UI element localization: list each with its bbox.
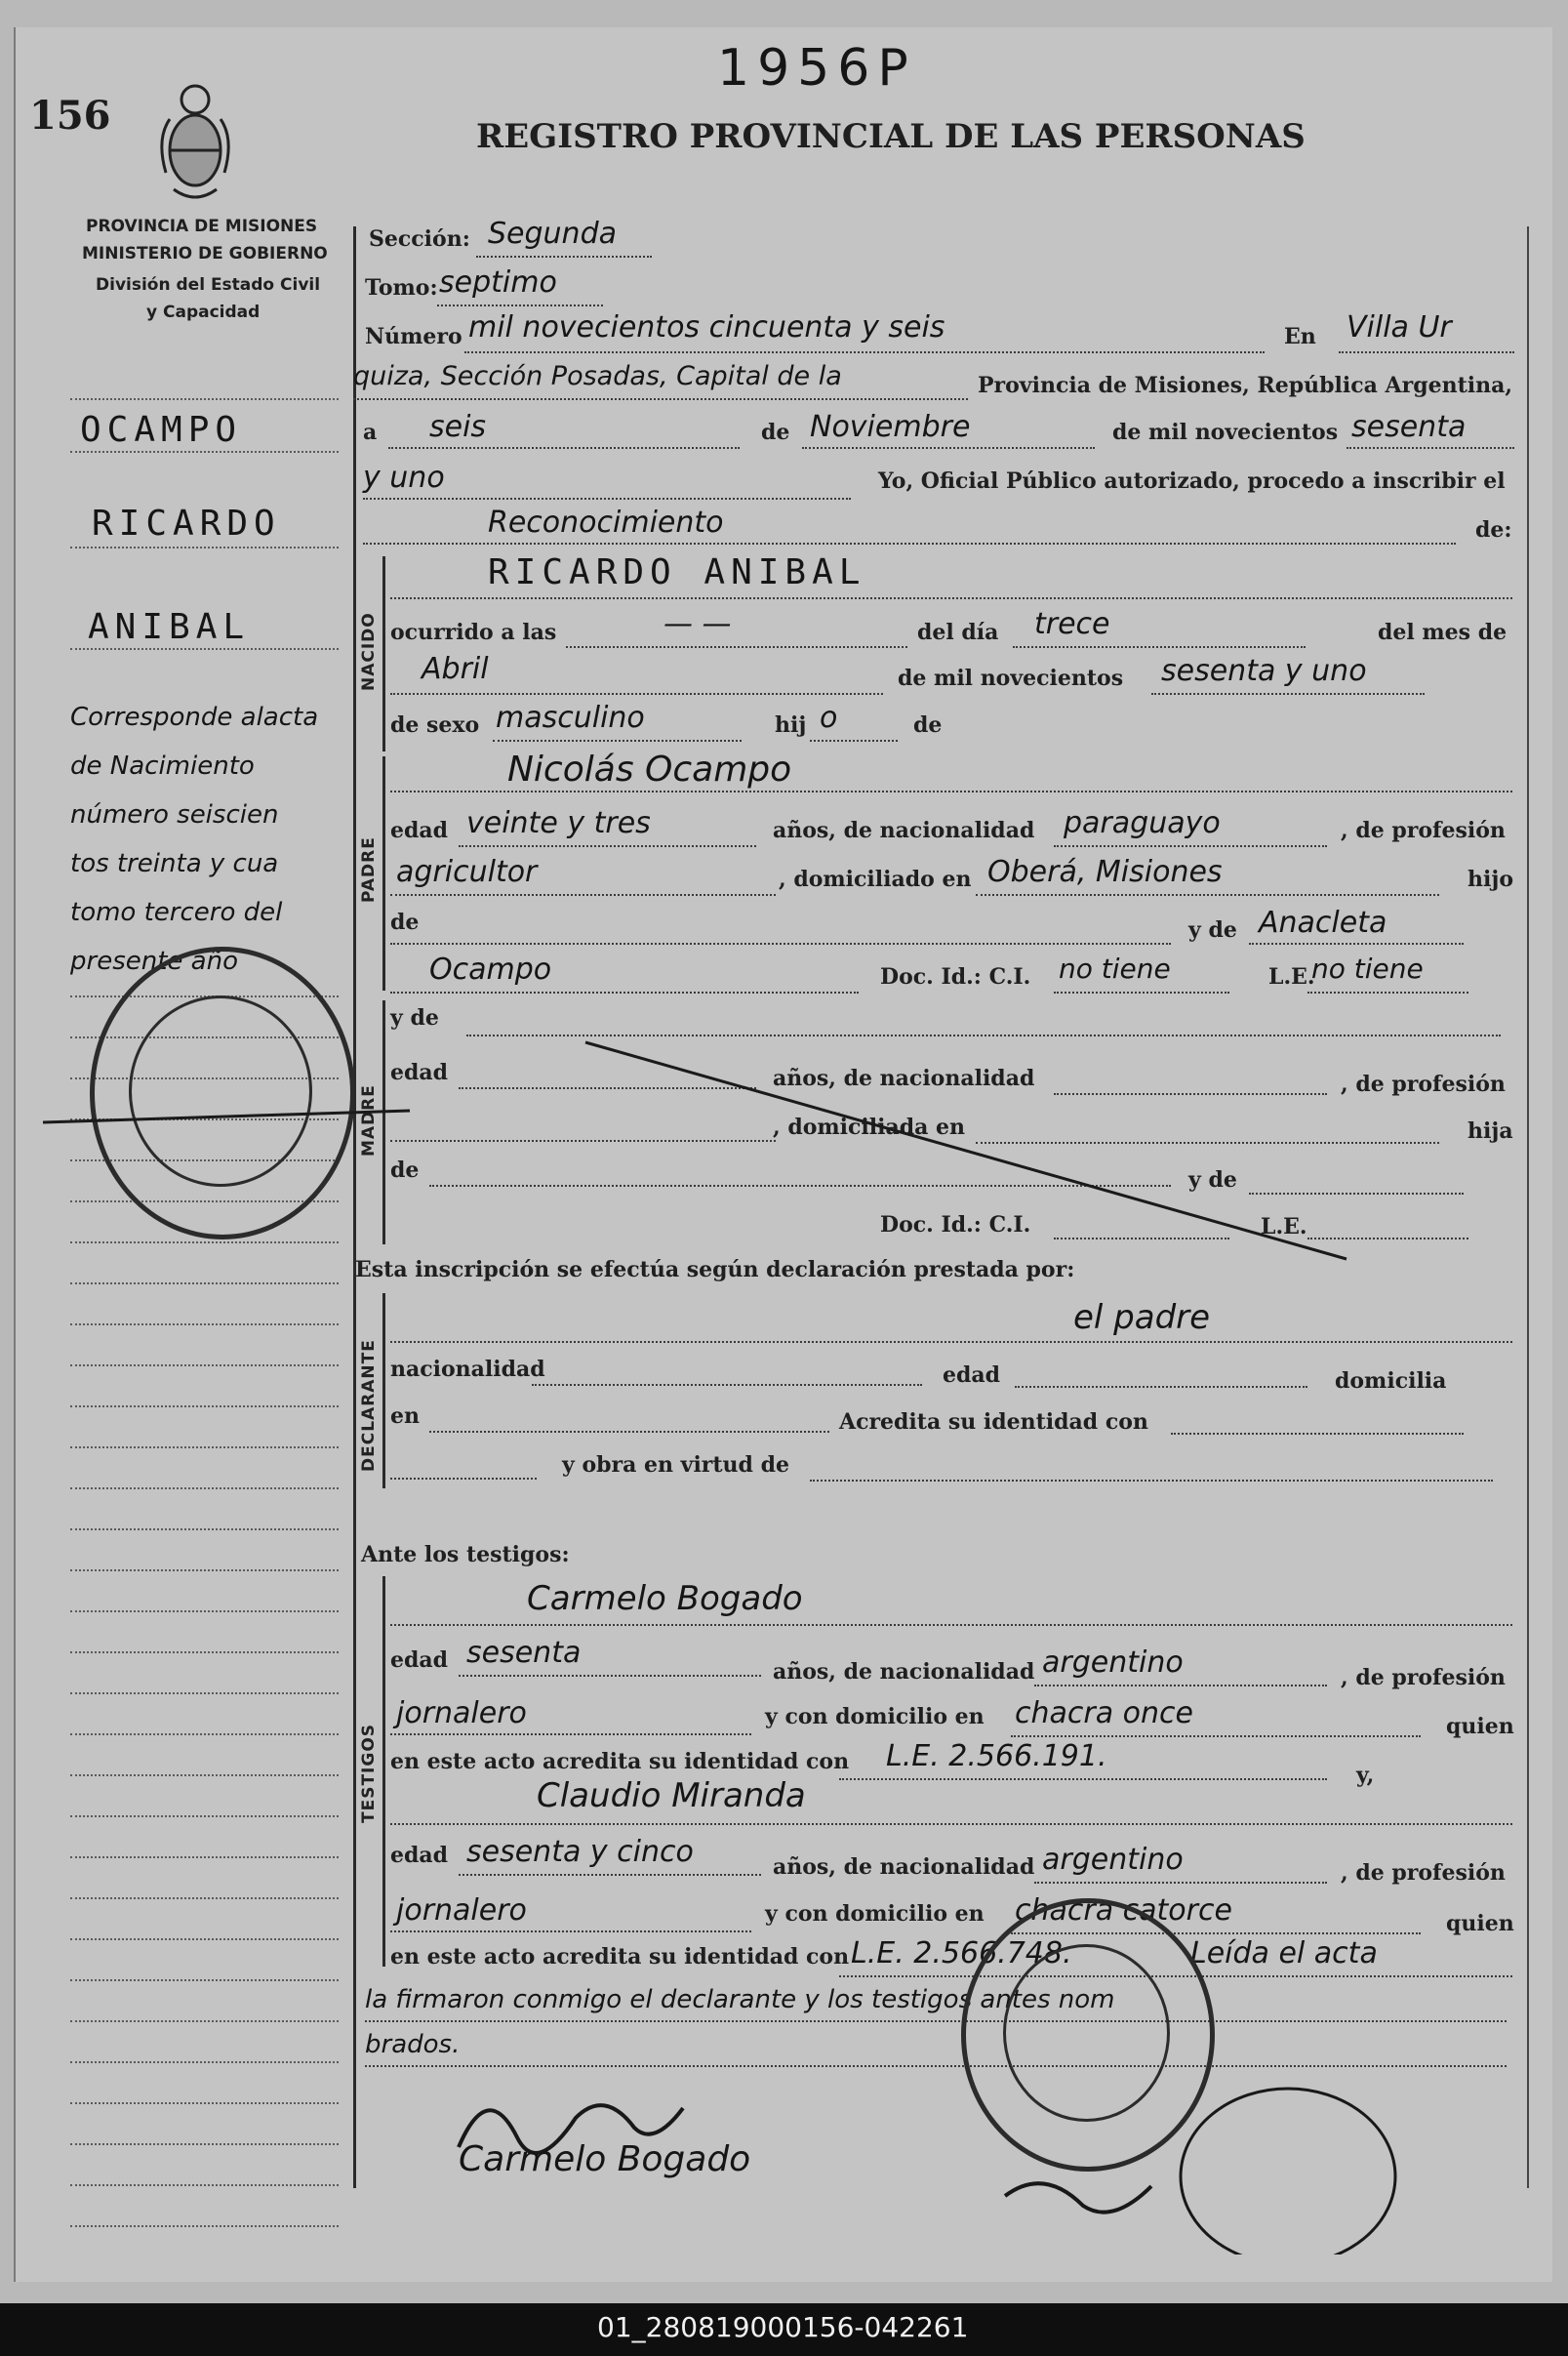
label-t1-anos-nac: años, de nacionalidad [773,1659,1035,1685]
label-padre-y-de: y de [1188,917,1237,943]
margin-note-2: de Nacimiento [70,751,255,781]
top-annotation: 1956P [717,39,916,98]
margin-note-1: Corresponde alacta [70,703,319,732]
province-name: PROVINCIA DE MISIONES [86,217,318,236]
label-de-mil-nov: de mil novecientos [898,666,1124,691]
label-madre-domiciliada: , domiciliada en [773,1115,966,1140]
label-decl-nacionalidad: nacionalidad [390,1357,545,1382]
value-padre-nombre: Nicolás Ocampo [507,750,792,790]
label-seccion: Sección: [369,226,470,252]
label-t1-domicilio: y con domicilio en [765,1704,985,1729]
value-testigo1-nacionalidad: argentino [1042,1645,1184,1680]
label-padre-anos-nac: años, de nacionalidad [773,818,1035,843]
label-decl-domicilia: domicilia [1335,1368,1447,1394]
label-decl-en: en [390,1403,420,1429]
label-madre-edad: edad [390,1060,449,1085]
value-padre-madre-apellido: Ocampo [429,953,552,987]
value-numero: mil novecientos cincuenta y seis [468,310,945,345]
value-padre-profesion: agricultor [396,855,538,889]
ministry-name: MINISTERIO DE GOBIERNO [82,244,328,264]
value-padre-edad: veinte y tres [466,806,651,840]
label-t2-profesion: , de profesión [1341,1860,1506,1886]
label-t2-domicilio: y con domicilio en [765,1901,985,1927]
label-padre-doc: Doc. Id.: C.I. [880,964,1031,990]
file-id-bar [0,2303,1568,2356]
page-number: 156 [29,93,111,139]
label-madre-y-de-2: y de [1188,1167,1237,1193]
label-decl-acredita: Acredita su identidad con [839,1409,1148,1435]
label-de-sexo: de sexo [390,712,480,738]
value-seccion: Segunda [488,217,617,251]
value-testigo2-edad: sesenta y cinco [466,1835,694,1869]
declarante-bracket [382,1293,385,1488]
label-t2-anos-nac: años, de nacionalidad [773,1854,1035,1880]
value-cierre-c: brados. [365,2030,461,2059]
division-name-2: y Capacidad [146,303,261,322]
value-padre-madre: Anacleta [1259,906,1387,940]
label-t1-profesion: , de profesión [1341,1665,1506,1690]
value-testigo1-nombre: Carmelo Bogado [527,1579,803,1618]
value-anio-a: sesenta [1351,410,1467,444]
label-decl-edad: edad [943,1362,1001,1388]
label-declaracion: Esta inscripción se efectúa según declaración prestada por: [355,1257,1075,1282]
label-t1-edad: edad [390,1647,449,1673]
label-padre-hijo: hijo [1467,867,1513,892]
section-label-declarante: DECLARANTE [359,1339,379,1472]
value-testigo1-domicilio: chacra once [1015,1696,1193,1730]
signatures [263,2059,1434,2254]
value-declarante: el padre [1073,1298,1211,1337]
label-de-colon: de: [1475,517,1512,543]
label-t2-acredita: en este acto acredita su identidad con [390,1944,850,1970]
label-madre-doc: Doc. Id.: C.I. [880,1212,1031,1238]
value-anio-b: y uno [363,461,445,495]
label-padre-profesion: , de profesión [1341,818,1506,843]
value-hij-suffix: o [820,701,838,735]
margin-note-5: tomo tercero del [70,898,283,927]
value-testigo1-profesion: jornalero [396,1696,527,1730]
division-name: División del Estado Civil [96,275,321,295]
label-t1-acredita: en este acto acredita su identidad con [390,1749,850,1774]
value-testigo2-doc: L.E. 2.566.748. [851,1936,1072,1970]
label-padre-edad: edad [390,818,449,843]
label-t1-y: y, [1356,1763,1375,1788]
label-numero: Número [365,324,462,349]
label-ocurrido: ocurrido a las [390,620,557,645]
margin-surname: OCAMPO [80,410,243,450]
file-id: 01_280819000156-042261 [597,2311,969,2343]
value-nombre: RICARDO ANIBAL [488,552,866,592]
label-madre-hija: hija [1467,1118,1513,1144]
value-padre-ci: no tiene [1059,953,1171,985]
label-t2-quien: quien [1446,1911,1514,1936]
label-en: En [1284,324,1316,349]
label-yo-oficial: Yo, Oficial Público autorizado, procedo a inscribir el [878,468,1506,494]
value-padre-nacionalidad: paraguayo [1064,806,1221,840]
label-t2-edad: edad [390,1843,449,1868]
margin-note-4: tos treinta y cua [70,849,279,878]
value-dia-nac: trece [1034,607,1110,641]
label-madre-profesion: , de profesión [1341,1072,1506,1097]
value-anio-nac: sesenta y uno [1161,654,1367,688]
section-label-padre: PADRE [359,836,379,903]
label-de-2: de [913,712,943,738]
value-firma: Carmelo Bogado [459,2139,751,2179]
value-en-place-a: Villa Ur [1347,310,1452,345]
value-mes-nac: Abril [422,652,489,686]
label-ante-testigos: Ante los testigos: [361,1542,570,1567]
margin-name-1: RICARDO [92,504,281,544]
label-madre-y-de: y de [390,1005,439,1031]
label-madre-anos-nac: años, de nacionalidad [773,1066,1035,1091]
label-t1-quien: quien [1446,1714,1514,1739]
value-dia: seis [429,410,487,444]
section-label-madre: MADRE [359,1084,379,1157]
label-madre-de: de [390,1158,420,1183]
label-del-dia: del día [917,620,999,645]
label-hij: hij [775,712,807,738]
value-testigo2-nombre: Claudio Miranda [537,1776,806,1815]
margin-note-6: presente año [70,947,238,976]
value-mes: Noviembre [810,410,971,444]
value-cierre-b: la firmaron conmigo el declarante y los testigos antes nom [365,1985,1115,2014]
value-testigo1-edad: sesenta [466,1636,582,1670]
margin-note-3: número seiscien [70,800,279,830]
value-testigo2-nacionalidad: argentino [1042,1843,1184,1877]
label-a: a [363,420,378,445]
label-provincia: Provincia de Misiones, República Argentina, [978,373,1513,398]
label-tomo: Tomo: [365,275,438,301]
testigos-bracket [382,1576,385,1967]
label-decl-obra: y obra en virtud de [562,1452,789,1478]
value-testigo2-profesion: jornalero [396,1893,527,1928]
value-en-place-b: quiza, Sección Posadas, Capital de la [353,361,842,391]
value-padre-domicilio: Oberá, Misiones [987,855,1223,889]
label-padre-le: L.E. [1268,964,1315,990]
section-label-nacido: NACIDO [359,612,379,691]
label-del-mes: del mes de [1378,620,1508,645]
section-label-testigos: TESTIGOS [359,1723,379,1823]
value-padre-le: no tiene [1311,953,1424,985]
page-title: REGISTRO PROVINCIAL DE LAS PERSONAS [476,117,1306,156]
value-hora: — — [663,607,732,641]
label-padre-domiciliado: , domiciliado en [779,867,972,892]
label-de-mil: de mil novecientos [1112,420,1339,445]
value-tomo: septimo [439,265,557,300]
value-testigo2-domicilio: chacra catorce [1015,1893,1232,1928]
label-de-1: de [761,420,790,445]
margin-name-2: ANIBAL [88,607,251,647]
label-padre-de: de [390,910,420,935]
label-madre-le: L.E. [1261,1214,1307,1239]
value-acto: Reconocimiento [488,506,724,540]
value-cierre-a: Leída el acta [1190,1936,1378,1970]
value-sexo: masculino [496,701,645,735]
value-testigo1-doc: L.E. 2.566.191. [886,1739,1107,1773]
